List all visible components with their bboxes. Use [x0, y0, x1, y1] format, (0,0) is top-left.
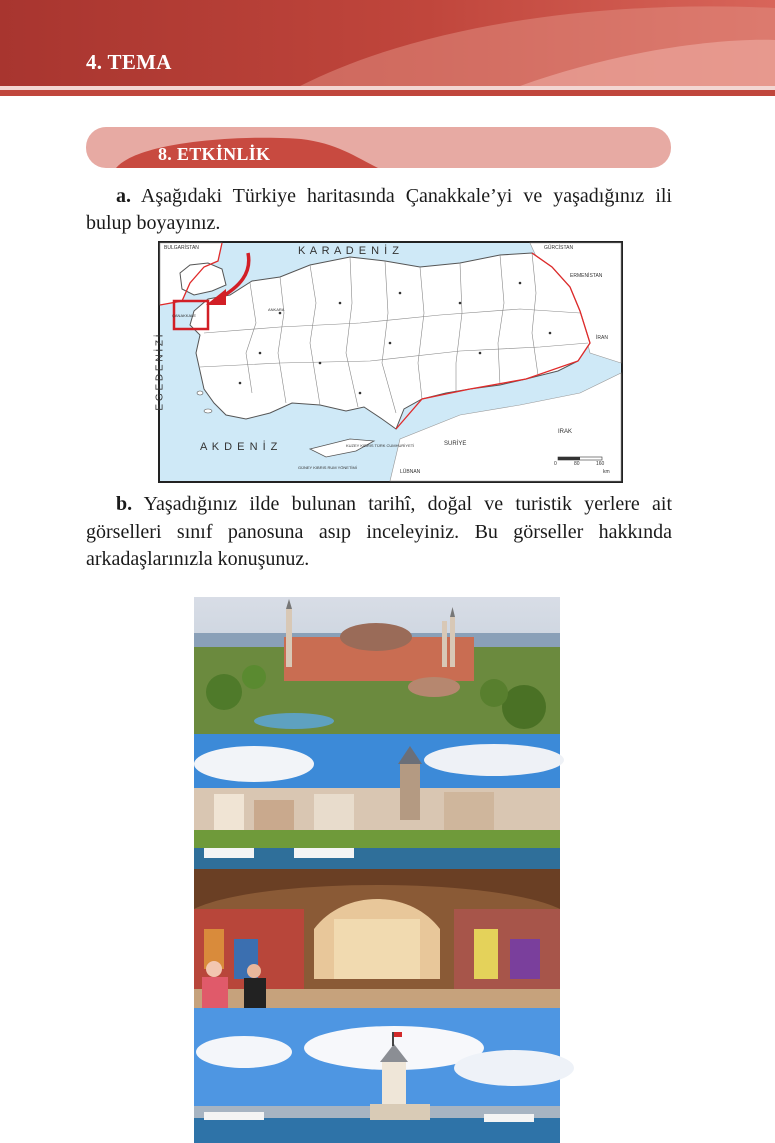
- city-label: ÇANAKKALE: [172, 313, 197, 318]
- sea-label-west: E G E D E N İ Z İ: [154, 334, 166, 411]
- country-label: ERMENİSTAN: [570, 273, 603, 279]
- scale-tick: 0: [554, 461, 557, 467]
- turkey-map: [154, 241, 623, 483]
- task-b-paragraph: [86, 491, 672, 574]
- scale-tick: 160: [596, 461, 605, 467]
- country-label: LÜBNAN: [400, 469, 421, 475]
- grand-bazaar-photo: [194, 869, 560, 1008]
- country-label: GÜRCİSTAN: [544, 245, 574, 251]
- hagia-sophia-photo: [194, 597, 560, 734]
- activity-title: 8. ETKİNLİK: [158, 144, 271, 164]
- task-b-text: Yaşadığınız ilde bulunan tarihî, doğal ve turistik yerlere ait görselleri sınıf panosuna asıp inceleyiniz. Bu görseller hakkında arkadaşlarınızla konuşunuz.: [86, 493, 672, 570]
- map-scale-bar: [558, 457, 602, 460]
- task-a-marker: a.: [116, 185, 131, 207]
- country-label: KUZEY KIBRIS TÜRK CUMHURİYETİ: [346, 443, 415, 448]
- country-label: SURİYE: [444, 441, 467, 447]
- country-label: BULGARİSTAN: [164, 245, 199, 251]
- country-label: GÜNEY KIBRIS RUM YÖNETİMİ: [298, 465, 357, 470]
- country-label: İRAN: [596, 335, 608, 341]
- city-label: ANKARA: [268, 307, 285, 312]
- theme-label: 4. TEMA: [86, 50, 172, 74]
- page-header: [0, 0, 775, 100]
- maidens-tower-photo: [194, 1008, 560, 1143]
- task-a-paragraph: [86, 183, 672, 237]
- sea-label-north: K A R A D E N İ Z: [298, 245, 400, 257]
- task-b-marker: b.: [116, 493, 133, 515]
- task-a-text: Aşağıdaki Türkiye haritasında Çanakkale’yi ve yaşadığınız ili bulup boyayınız.: [86, 185, 672, 234]
- galata-tower-photo: [194, 734, 560, 869]
- country-label: IRAK: [558, 429, 573, 435]
- scale-tick: 80: [574, 461, 580, 467]
- sea-label-south: A K D E N İ Z: [200, 441, 279, 453]
- scale-unit: km: [603, 469, 610, 475]
